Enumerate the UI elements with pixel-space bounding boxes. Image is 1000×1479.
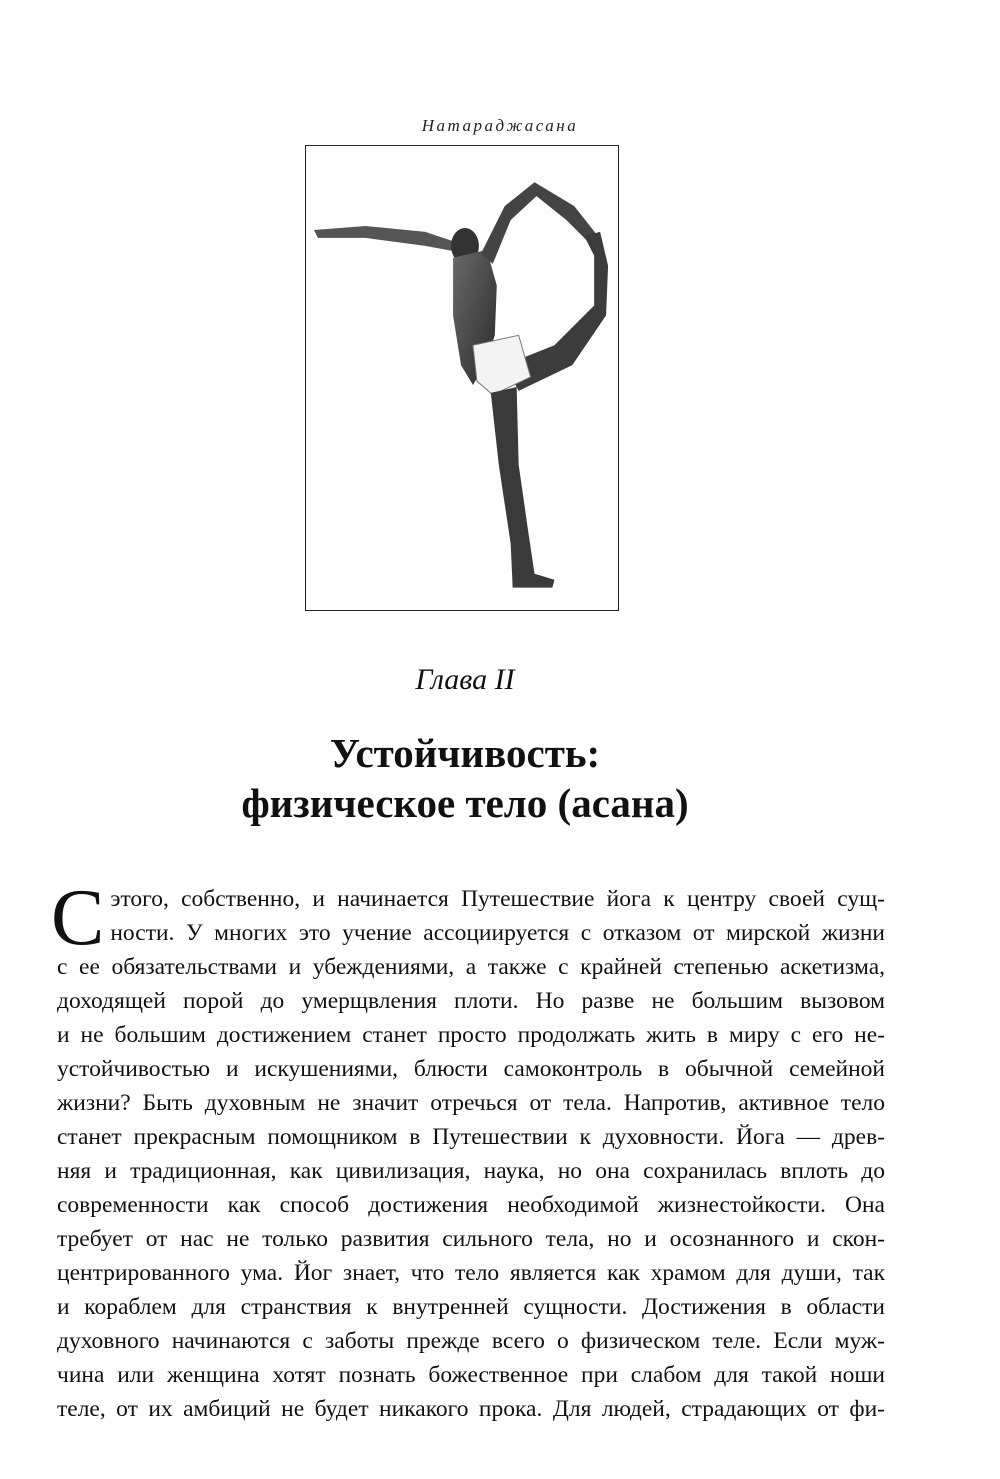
text-line: требует от нас не только развития сильного тела, но и осознанного и скон- <box>57 1226 885 1252</box>
chapter-number: Глава II <box>415 663 515 696</box>
text-line: чина или женщина хотят познать божественное при слабом для такой ноши <box>57 1362 885 1388</box>
drop-cap: С <box>51 874 105 962</box>
chapter-title-line-2: физическое тело (асана) <box>241 780 689 826</box>
text-line: теле, от их амбиций не будет никакого прока. Для людей, страдающих от фи- <box>57 1396 885 1422</box>
chapter-title-line-1: Устойчивость: <box>329 730 601 776</box>
text-line: с ее обязательствами и убеждениями, а также с крайней степенью аскетизма, <box>57 954 885 980</box>
text-line: этого, собственно, и начинается Путешествие йога к центру своей сущ- <box>110 886 885 912</box>
text-line: жизни? Быть духовным не значит отречься от тела. Напротив, активное тело <box>57 1090 885 1116</box>
text-line: духовного начинаются с заботы прежде всего о физическом теле. Если муж- <box>57 1328 885 1354</box>
text-line: центрированного ума. Йог знает, что тело является как храмом для души, так <box>57 1260 885 1286</box>
pose-photo-frame <box>305 145 619 611</box>
body-paragraph <box>51 874 885 1426</box>
text-line: ности. У многих это учение ассоциируется с отказом от мирской жизни <box>110 920 885 946</box>
figure-caption: Натараджасана <box>421 116 579 135</box>
text-line: станет прекрасным помощником в Путешествии к духовности. Йога — древ- <box>57 1124 885 1150</box>
arm-shape <box>314 226 457 252</box>
yoga-pose-figure <box>306 146 618 610</box>
text-line: и не большим достижением станет просто продолжать жить в миру с его не- <box>57 1022 885 1048</box>
text-line: устойчивостью и искушениями, блюсти самоконтроль в обычной семейной <box>57 1056 885 1082</box>
text-line: и кораблем для странствия к внутренней сущности. Достижения в области <box>57 1294 885 1320</box>
raised-arm-shape <box>481 182 596 263</box>
text-line: няя и традиционная, как цивилизация, наука, но она сохранилась вплоть до <box>57 1158 885 1184</box>
standing-leg-shape <box>491 387 555 588</box>
chapter-title <box>0 728 930 828</box>
text-line: доходящей порой до умерщвления плоти. Но разве не большим вызовом <box>57 988 885 1014</box>
text-line: современности как способ достижения необходимой жизнестойкости. Она <box>57 1192 885 1218</box>
